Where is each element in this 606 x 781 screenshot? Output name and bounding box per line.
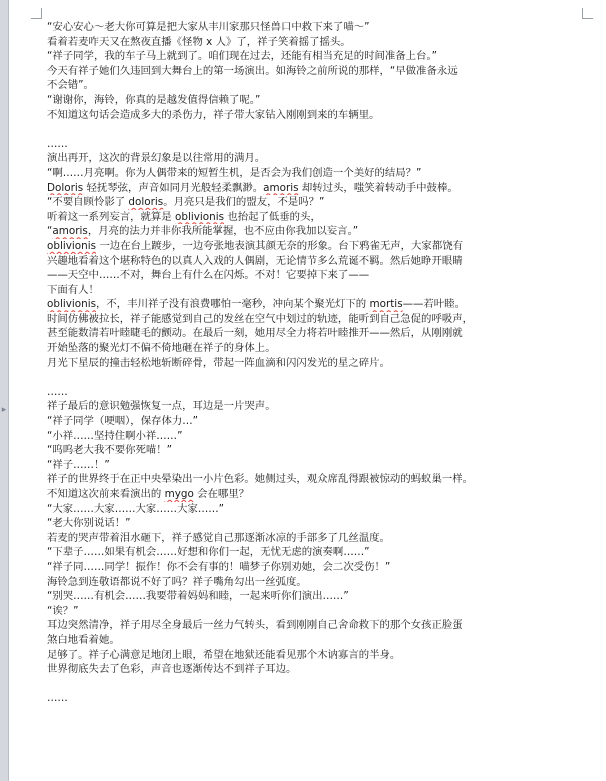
text-line: 若麦的哭声带着泪水砸下，祥子感觉自己那逐渐冰凉的手部多了几丝温度。 [47, 531, 390, 544]
collapse-arrow-icon[interactable]: ▸ [1, 405, 7, 415]
text-line: “amoris，月亮的法力并非你我所能掌握，也不应由你我加以妄言。” [47, 225, 359, 238]
text-line: oblivionis，不，丰川祥子没有浪费哪怕一毫秒，冲向某个聚光灯下的 mortis——若叶睦。 [47, 298, 465, 311]
text-line: 足够了。祥子心满意足地闭上眼，希望在地狱还能看见那个木讷寡言的半身。 [47, 648, 401, 661]
text-line: “诶？” [47, 604, 79, 617]
text-line: “祥子同学，我的车子马上就到了。咱们现在过去，还能有相当充足的时间准备上台。” [47, 50, 438, 63]
text-line: 祥子最后的意识勉强恢复一点，耳边是一片哭声。 [47, 400, 276, 413]
document-page [8, 0, 606, 781]
document-body[interactable] [47, 20, 593, 706]
text-line: 煞白地看着她。 [47, 633, 120, 646]
text-line: 世界彻底失去了色彩，声音也逐渐传达不到祥子耳边。 [47, 663, 297, 676]
text-line [47, 122, 593, 137]
text-line: “别哭……有机会……我要带着妈妈和睦，一起来听你们演出……” [47, 590, 349, 603]
text-line: 兴趣地看着这个堪称特色的以真人入戏的人偶剧，无论情节多么荒诞不羁。然后她睁开眼睛 [47, 254, 463, 267]
text-line: ——天空中……不对，舞台上有什么在闪烁。不对！它要掉下来了—— [47, 269, 370, 282]
page-corner-mark-top-left [31, 8, 42, 19]
text-line: 耳边突然清净，祥子用尽全身最后一丝力气转头，看到刚刚自己舍命救下的那个女孩正脸蛋 [47, 619, 463, 632]
text-line: “祥子同……同学！振作！你不会有事的！喵梦子你别劝她，会二次受伤！” [47, 560, 391, 573]
text-line: 今天有祥子她们久违回到大舞台上的第一场演出。如海铃之前所说的那样，“早做准备永远 [47, 64, 458, 77]
text-line: “啊……月亮啊。你为人偶带来的短暂生机，是否会为我们创造一个美好的结局？” [47, 166, 422, 179]
text-line: “大家……大家……大家……大家……” [47, 502, 225, 515]
text-line: “老大你别说话！” [47, 517, 131, 530]
text-line: oblivionis 一边在台上踱步，一边夸张地表演其颜无奈的形象。台下鸦雀无声，大家都饶有 [47, 239, 463, 252]
text-line: 不知道这句话会造成多大的杀伤力，祥子带大家钻入刚刚到来的车辆里。 [47, 108, 380, 121]
text-line: “呜呜老大我不要你死喵！” [47, 444, 173, 457]
text-line: …… [47, 692, 68, 705]
text-line: 甚至能数清若叶睦睫毛的颤动。在最后一刻，她用尽全力将若叶睦推开——然后，从刚刚就 [47, 327, 463, 340]
text-line: 月光下星辰的撞击轻松地斩断碎骨，带起一阵血滴和闪闪发光的星之碎片。 [47, 356, 390, 369]
text-line: “谢谢你，海铃，你真的是越发值得信赖了呢。” [47, 93, 261, 106]
text-line: 看着若麦咋天又在熬夜直播《怪物 x 人》了，祥子笑着摇了摇头。 [47, 35, 351, 48]
text-line: 时间仿佛被拉长，祥子能感觉到自己的发丝在空气中划过的轨迹，能听到自己急促的呼吸声， [47, 312, 474, 325]
text-line: …… [47, 137, 68, 150]
text-line: 海铃急到连敬语都说不好了吗？祥子嘴角勾出一丝弧度。 [47, 575, 307, 588]
text-line: “不要自顾怜影了 doloris。月亮只是我们的盟友，不是吗？” [47, 196, 325, 209]
text-line: 不知道这次前来看演出的 mygo 会在哪里？ [47, 488, 250, 500]
text-line [47, 677, 593, 692]
text-line: “祥子……！” [47, 458, 110, 471]
text-line: 演出再开，这次的背景幻象是以往常用的满月。 [47, 152, 266, 165]
text-line: 开始坠落的聚光灯不偏不倚地砸在祥子的身体上。 [47, 342, 276, 355]
text-line: “安心安心～老大你可算是把大家从丰川家那只怪兽口中救下来了喵～” [47, 21, 370, 33]
text-line: 下面有人！ [47, 283, 99, 296]
text-line: “下辈子……如果有机会……好想和你们一起，无忧无虑的演奏啊……” [47, 546, 370, 559]
text-line [47, 370, 593, 385]
text-line: Doloris 轻抚琴弦，声音如同月光般轻柔飘渺。amoris 却转过头，嗤笑着转动手中鼓棒。 [47, 181, 458, 194]
text-line: “祥子同学（哽咽），保存体力…” [47, 415, 199, 428]
text-line: 不会错”。 [47, 79, 94, 92]
text-line: 听着这一系列妄言，就算是 oblivionis 也抬起了低垂的头， [47, 210, 321, 223]
text-line: “小祥……坚持住啊小祥……” [47, 429, 183, 442]
text-line: 祥子的世界终于在正中央晕染出一小片色彩。她侧过头，观众席乱得跟被惊动的蚂蚁巢一样。 [47, 473, 474, 486]
text-line: …… [47, 385, 68, 398]
page-corner-mark-top-right [582, 8, 593, 19]
